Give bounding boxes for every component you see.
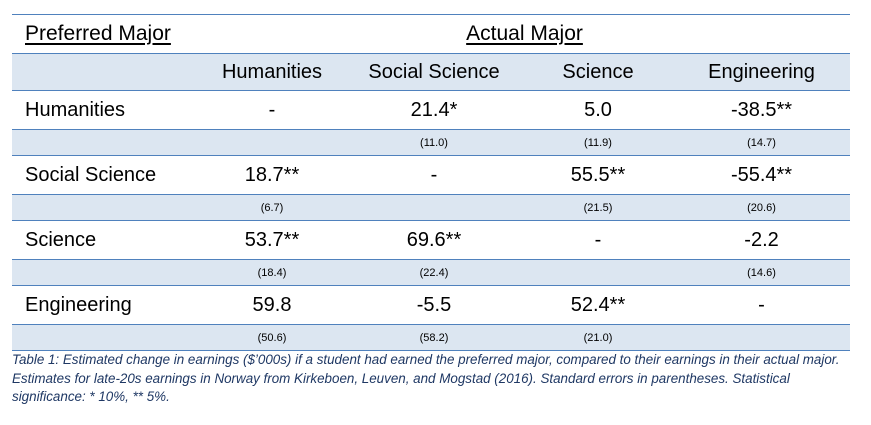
estimate-cell: 5.0 <box>584 98 612 121</box>
table-row <box>12 286 850 325</box>
actual-major-header: Actual Major <box>466 22 583 45</box>
column-header-blank <box>12 54 199 91</box>
standard-error-cell <box>199 130 345 156</box>
se-blank <box>12 130 199 156</box>
estimate-cell: - <box>758 293 765 316</box>
standard-error-cell: (20.6) <box>673 195 850 221</box>
standard-error-row <box>12 130 850 156</box>
earnings-table-container <box>12 14 850 351</box>
estimate-cell: 18.7** <box>244 163 300 186</box>
standard-error-row <box>12 195 850 221</box>
standard-error-cell: (18.4) <box>199 260 345 286</box>
header-row-group <box>12 15 850 54</box>
se-blank <box>12 195 199 221</box>
table-row <box>12 91 850 130</box>
column-header: Humanities <box>199 54 345 91</box>
standard-error-cell: (14.7) <box>673 130 850 156</box>
row-label: Humanities <box>25 98 126 121</box>
standard-error-cell: (22.4) <box>345 260 523 286</box>
se-blank <box>12 260 199 286</box>
standard-error-cell: (21.5) <box>523 195 673 221</box>
estimate-cell: 21.4* <box>410 98 458 121</box>
estimate-cell: 59.8 <box>252 293 292 316</box>
row-label: Science <box>25 228 97 251</box>
estimate-cell: -2.2 <box>744 228 779 251</box>
column-header: Social Science <box>345 54 523 91</box>
standard-error-cell: (21.0) <box>523 325 673 351</box>
estimate-cell: -38.5** <box>730 98 793 121</box>
estimate-cell: - <box>430 163 438 186</box>
table-row <box>12 156 850 195</box>
estimate-cell: -55.4** <box>730 163 793 186</box>
standard-error-cell: (50.6) <box>199 325 345 351</box>
table-row <box>12 221 850 260</box>
estimate-cell: - <box>268 98 276 121</box>
column-header: Engineering <box>673 54 850 91</box>
estimate-cell: 52.4** <box>570 293 626 316</box>
standard-error-cell: (14.6) <box>673 260 850 286</box>
estimate-cell: -5.5 <box>416 293 452 316</box>
estimate-cell: 53.7** <box>244 228 300 251</box>
se-blank <box>12 325 199 351</box>
estimate-cell: - <box>594 228 602 251</box>
estimate-cell: 69.6** <box>406 228 462 251</box>
standard-error-cell: (58.2) <box>345 325 523 351</box>
standard-error-row <box>12 260 850 286</box>
table-caption: Table 1: Estimated change in earnings ($’000s) if a student had earned the preferred major, compared to their earnings in their actual major. Estimates for late-20s earnings in Norway from Kirkeboen, Leuven, and Mogstad (2016). Standard errors in parentheses. Statistical significance: * 10%, ** 5%. <box>12 352 840 404</box>
standard-error-cell: (11.0) <box>345 130 523 156</box>
standard-error-cell: (11.9) <box>523 130 673 156</box>
earnings-table <box>12 15 850 351</box>
column-header-row <box>12 54 850 91</box>
standard-error-cell <box>523 260 673 286</box>
standard-error-cell: (6.7) <box>199 195 345 221</box>
estimate-cell: 55.5** <box>570 163 626 186</box>
row-label: Engineering <box>25 293 132 316</box>
preferred-major-header: Preferred Major <box>25 22 171 45</box>
standard-error-cell <box>673 325 850 351</box>
column-header: Science <box>523 54 673 91</box>
standard-error-cell <box>345 195 523 221</box>
standard-error-row <box>12 325 850 351</box>
row-label: Social Science <box>25 163 157 186</box>
